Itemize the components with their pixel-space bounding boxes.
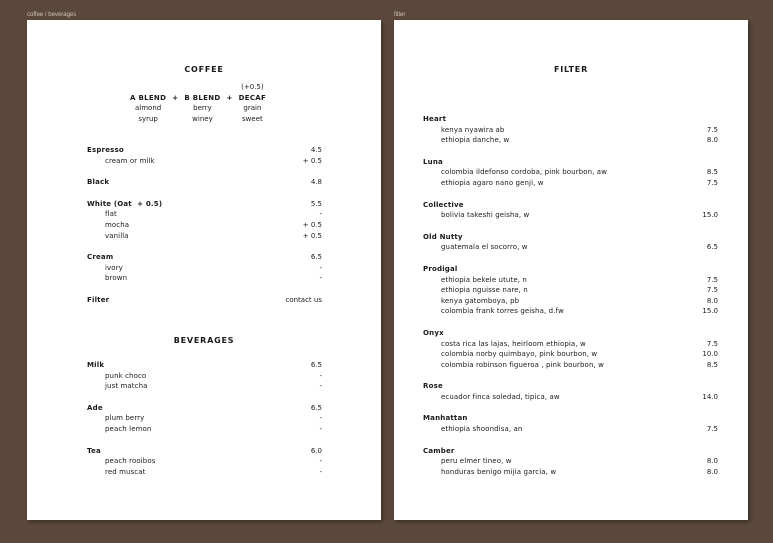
- bean-price: 7.5: [706, 275, 718, 284]
- roaster-rose: [423, 381, 718, 392]
- bean-name: colombia norby quimbayo, pink bourbon, w: [441, 350, 598, 359]
- bean-row: [423, 275, 718, 286]
- subitem-price: + 0.5: [302, 231, 322, 240]
- bean-price: 14.0: [702, 392, 718, 401]
- bean-row: [423, 135, 718, 146]
- bean-name: ecuador finca soledad, tipica, aw: [441, 392, 560, 401]
- menu-subitem: [87, 273, 322, 284]
- bean-name: ethiopia nguisse nare, n: [441, 286, 528, 295]
- item-price: 4.8: [310, 178, 322, 187]
- blend-table: [127, 82, 269, 124]
- bean-name: ethiopia danche, w: [441, 136, 510, 145]
- bean-row: [423, 456, 718, 467]
- bean-price: 8.0: [706, 136, 718, 145]
- roaster-onyx: [423, 328, 718, 339]
- bean-price: 8.0: [706, 296, 718, 305]
- subitem-name: mocha: [105, 220, 130, 229]
- menu-subitem: [87, 381, 322, 392]
- item-name: Filter: [87, 295, 110, 304]
- bean-row: [423, 339, 718, 350]
- menu-subitem: [87, 231, 322, 242]
- menu-item-filter: [87, 295, 322, 306]
- bean-price: 15.0: [702, 307, 718, 316]
- bean-price: 7.5: [706, 286, 718, 295]
- roaster-collective: [423, 200, 718, 211]
- bean-name: costa rica las lajas, heirloom ethiopia, w: [441, 339, 586, 348]
- bean-price: 8.0: [706, 467, 718, 476]
- bean-price: 6.5: [706, 243, 718, 252]
- beverages-menu: [87, 360, 322, 477]
- page-filter[interactable]: [394, 20, 748, 520]
- subitem-name: cream or milk: [105, 156, 155, 165]
- bean-price: 7.5: [706, 339, 718, 348]
- menu-item-black: [87, 177, 322, 188]
- bean-name: colombia robinson figueroa , pink bourbon, w: [441, 360, 604, 369]
- plus-sign: +: [226, 93, 233, 102]
- bean-row: [423, 424, 718, 435]
- menu-subitem: [87, 413, 322, 424]
- bean-row: [423, 167, 718, 178]
- roaster-name: Manhattan: [423, 414, 468, 423]
- filter-heading: FILTER: [553, 65, 589, 74]
- bean-row: [423, 467, 718, 478]
- menu-item-ade: [87, 403, 322, 414]
- bean-name: kenya gatomboya, pb: [441, 296, 520, 305]
- bean-name: peru elmer tineo, w: [441, 457, 512, 466]
- roaster-name: Collective: [423, 200, 464, 209]
- bean-row: [423, 210, 718, 221]
- subitem-name: red muscat: [105, 467, 146, 476]
- bean-row: [423, 242, 718, 253]
- bean-name: ethiopia shoondisa, an: [441, 425, 523, 434]
- subitem-name: peach rooibos: [105, 457, 156, 466]
- item-name: Black: [87, 178, 110, 187]
- bean-price: 10.0: [702, 350, 718, 359]
- decaf-extra: (+0.5): [241, 83, 264, 91]
- menu-item-espresso: [87, 145, 322, 156]
- item-price: 6.5: [310, 403, 322, 412]
- bean-row: [423, 392, 718, 403]
- roaster-prodigal: [423, 264, 718, 275]
- bean-name: ethiopia agaro nano genji, w: [441, 178, 544, 187]
- item-name: Ade: [87, 403, 103, 412]
- subitem-price: + 0.5: [302, 156, 322, 165]
- menu-subitem: [87, 209, 322, 220]
- roaster-heart: [423, 114, 718, 125]
- subitem-price: -: [319, 424, 322, 433]
- frame-label-left[interactable]: coffee / beverages: [27, 12, 77, 18]
- bean-row: [423, 178, 718, 189]
- roaster-manhattan: [423, 413, 718, 424]
- decaf-note: sweet: [242, 114, 263, 123]
- subitem-name: just matcha: [105, 382, 148, 391]
- menu-subitem: [87, 156, 322, 167]
- bean-row: [423, 125, 718, 136]
- filter-menu: [423, 114, 718, 477]
- menu-subitem: [87, 424, 322, 435]
- menu-subitem: [87, 467, 322, 478]
- bean-price: 7.5: [706, 125, 718, 134]
- subitem-price: -: [319, 371, 322, 380]
- subitem-price: -: [319, 457, 322, 466]
- subitem-price: + 0.5: [302, 220, 322, 229]
- bean-row: [423, 306, 718, 317]
- menu-subitem: [87, 456, 322, 467]
- coffee-menu: [87, 145, 322, 306]
- item-price: contact us: [285, 295, 322, 304]
- item-price: 5.5: [310, 199, 322, 208]
- item-name: Espresso: [87, 146, 124, 154]
- menu-subitem: [87, 371, 322, 382]
- menu-item-white: [87, 199, 322, 210]
- roaster-old-nutty: [423, 232, 718, 243]
- subitem-price: -: [319, 210, 322, 219]
- item-name: Milk: [87, 361, 105, 369]
- item-name: Tea: [87, 446, 101, 455]
- subitem-name: vanilla: [105, 231, 129, 240]
- bean-name: honduras benigo mijia garcia, w: [441, 467, 557, 476]
- menu-subitem: [87, 263, 322, 274]
- plus-sign: +: [172, 93, 179, 102]
- a-blend-note: almond: [134, 104, 162, 112]
- bean-row: [423, 285, 718, 296]
- roaster-name: Camber: [423, 446, 455, 455]
- subitem-price: -: [319, 263, 322, 272]
- roaster-camber: [423, 446, 718, 457]
- bean-row: [423, 360, 718, 371]
- subitem-name: flat: [105, 210, 117, 219]
- item-price: 6.5: [310, 253, 322, 262]
- item-price: 4.5: [310, 146, 322, 154]
- bean-name: kenya nyawira ab: [441, 125, 505, 134]
- roaster-luna: [423, 157, 718, 168]
- subitem-price: -: [319, 414, 322, 423]
- subitem-name: ivory: [105, 263, 123, 272]
- bean-price: 8.5: [706, 168, 718, 177]
- roaster-name: Heart: [423, 115, 447, 123]
- a-blend-note: syrup: [138, 114, 158, 123]
- bean-row: [423, 296, 718, 307]
- roaster-name: Luna: [423, 157, 443, 166]
- b-blend-note: winey: [192, 114, 213, 123]
- menu-item-tea: [87, 446, 322, 457]
- menu-item-milk: [87, 360, 322, 371]
- menu-item-cream: [87, 252, 322, 263]
- subitem-name: plum berry: [105, 414, 145, 423]
- bean-price: 8.5: [706, 360, 718, 369]
- coffee-heading: COFFEE: [184, 65, 224, 74]
- item-name: White (Oat + 0.5): [87, 199, 163, 208]
- bean-price: 7.5: [706, 425, 718, 434]
- bean-price: 8.0: [706, 457, 718, 466]
- page-coffee-beverages[interactable]: [27, 20, 381, 520]
- bean-row: [423, 349, 718, 360]
- subitem-name: punk choco: [105, 371, 147, 380]
- roaster-name: Rose: [423, 382, 443, 391]
- bean-name: guatemala el socorro, w: [441, 243, 528, 252]
- item-price: 6.0: [310, 446, 322, 455]
- b-blend-note: berry: [193, 104, 212, 112]
- bean-name: ethiopia bekele utute, n: [441, 275, 527, 284]
- subitem-price: -: [319, 382, 322, 391]
- bean-name: colombia ildefonso cordoba, pink bourbon, aw: [441, 168, 608, 177]
- bean-name: colombia frank torres geisha, d.fw: [441, 307, 564, 316]
- subitem-name: brown: [105, 274, 128, 283]
- subitem-price: -: [319, 467, 322, 476]
- roaster-name: Old Nutty: [423, 232, 463, 241]
- b-blend-name: B BLEND: [184, 93, 221, 102]
- bean-price: 7.5: [706, 178, 718, 187]
- roaster-name: Prodigal: [423, 264, 458, 273]
- menu-subitem: [87, 220, 322, 231]
- decaf-name: DECAF: [238, 93, 267, 102]
- subitem-price: -: [319, 274, 322, 283]
- bean-price: 15.0: [702, 211, 718, 220]
- decaf-note: grain: [243, 104, 262, 112]
- roaster-name: Onyx: [423, 328, 444, 337]
- subitem-name: peach lemon: [105, 424, 152, 433]
- item-name: Cream: [87, 253, 114, 262]
- frame-label-right[interactable]: filter: [394, 12, 406, 18]
- beverages-heading: BEVERAGES: [173, 336, 235, 345]
- item-price: 6.5: [310, 361, 322, 369]
- a-blend-name: A BLEND: [130, 93, 167, 102]
- bean-name: bolivia takeshi geisha, w: [441, 211, 530, 220]
